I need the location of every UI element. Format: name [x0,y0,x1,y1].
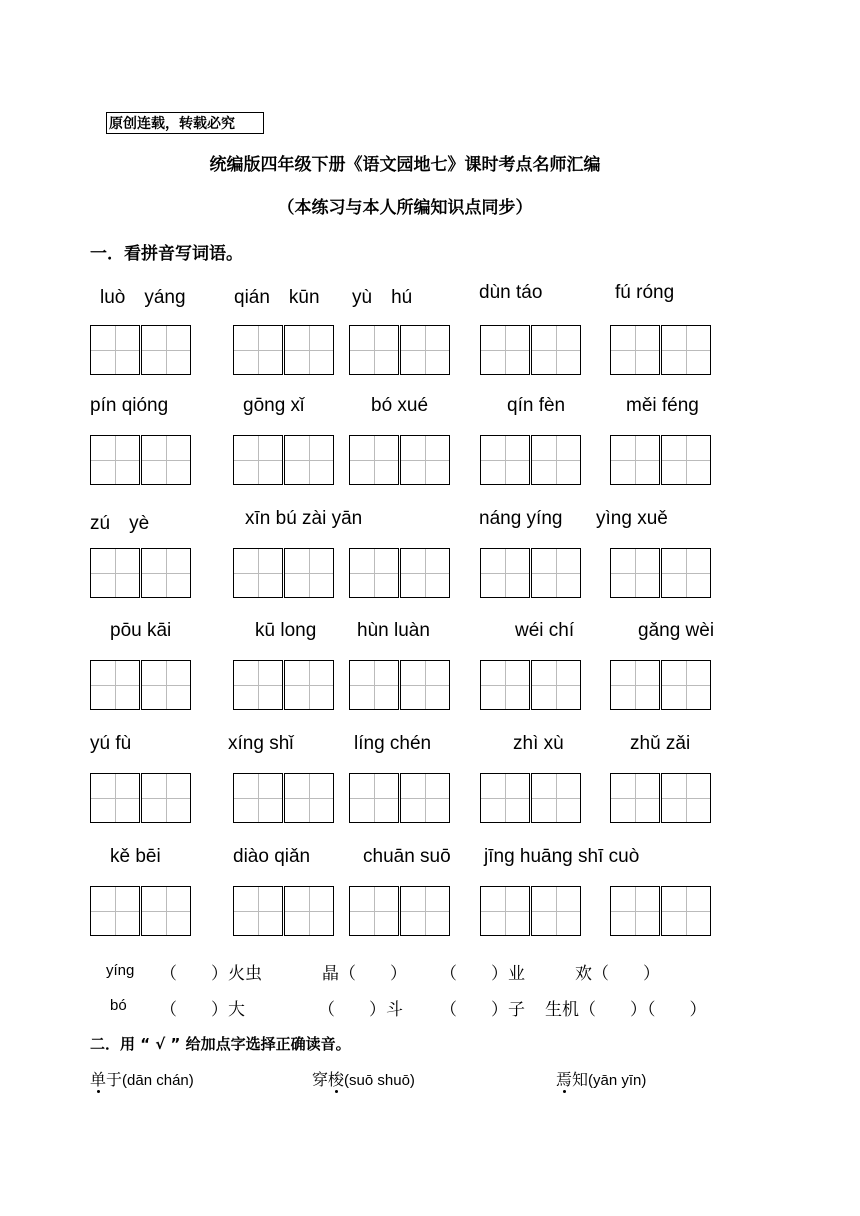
writing-box[interactable] [661,435,711,485]
writing-box[interactable] [349,886,399,936]
reading-choice [90,1067,194,1090]
ying-item: （ ）火虫 [160,964,262,984]
writing-box[interactable] [233,660,283,710]
pinyin-label: měi féng [626,395,699,416]
writing-box[interactable] [400,548,450,598]
writing-box[interactable] [531,773,581,823]
pinyin-label: pín qióng [90,395,169,416]
writing-box[interactable] [531,435,581,485]
writing-box[interactable] [531,548,581,598]
ying-item: 欢（ ） [575,964,660,984]
writing-box[interactable] [480,660,530,710]
writing-box[interactable] [284,325,334,375]
writing-box[interactable] [400,435,450,485]
pinyin-label: gōng xǐ [243,395,305,416]
writing-box[interactable] [400,660,450,710]
writing-box[interactable] [531,325,581,375]
bo-label: bó [110,997,127,1014]
writing-box[interactable] [141,886,191,936]
writing-box[interactable] [284,886,334,936]
pinyin-label: zhì xù [513,733,564,754]
pinyin-label: qián kūn [234,287,320,308]
page-title: 统编版四年级下册《语文园地七》课时考点名师汇编 [209,155,601,175]
dotted-char: 梭 [328,1070,345,1089]
ying-item: （ ）业 [440,964,525,984]
writing-box[interactable] [141,773,191,823]
writing-box[interactable] [90,548,140,598]
dotted-char: 单 [90,1070,107,1089]
ying-item: 晶（ ） [322,964,407,984]
writing-box[interactable] [531,886,581,936]
writing-box[interactable] [233,548,283,598]
writing-box[interactable] [400,773,450,823]
bo-item: （ ）斗 [318,1000,403,1020]
pinyin-label: zhǔ zǎi [630,733,691,754]
word-post: 于 [106,1070,123,1089]
writing-box[interactable] [349,435,399,485]
writing-box[interactable] [90,660,140,710]
page-subtitle: （本练习与本人所编知识点同步） [277,198,533,218]
pinyin-label: yìng xuě [596,508,668,529]
reading-choice [312,1067,415,1090]
writing-box[interactable] [349,325,399,375]
pinyin-label: fú róng [615,282,675,303]
writing-box[interactable] [661,660,711,710]
writing-box[interactable] [141,660,191,710]
writing-box[interactable] [233,325,283,375]
writing-box[interactable] [610,435,660,485]
pinyin-label: kě bēi [110,846,161,867]
writing-box[interactable] [661,886,711,936]
writing-box[interactable] [400,886,450,936]
pinyin-label: jīng huāng shī cuò [484,846,640,867]
pinyin-label: chuān suō [363,846,451,867]
writing-box[interactable] [90,773,140,823]
pinyin-label: wéi chí [515,620,575,641]
bo-item: （ ）子 [440,1000,525,1020]
writing-box[interactable] [400,325,450,375]
writing-box[interactable] [610,548,660,598]
bo-item: （ ）大 [160,1000,245,1020]
writing-box[interactable] [233,773,283,823]
ying-label: yíng [106,962,135,979]
writing-box[interactable] [531,660,581,710]
pinyin-label: náng yíng [479,508,563,529]
writing-box[interactable] [661,773,711,823]
writing-box[interactable] [141,435,191,485]
writing-box[interactable] [349,660,399,710]
pinyin-label: dùn táo [479,282,543,303]
reading-options[interactable]: (yān yīn) [588,1072,647,1089]
writing-box[interactable] [233,435,283,485]
writing-box[interactable] [480,325,530,375]
pinyin-label: yú fù [90,733,132,754]
reading-choice [556,1067,646,1090]
writing-box[interactable] [284,773,334,823]
pinyin-label: hùn luàn [357,620,430,641]
writing-box[interactable] [90,886,140,936]
writing-box[interactable] [610,886,660,936]
writing-box[interactable] [661,325,711,375]
word-pre: 穿 [312,1070,329,1089]
writing-box[interactable] [90,325,140,375]
pinyin-label: xíng shǐ [228,733,294,754]
pinyin-label: qín fèn [507,395,566,416]
section-1-heading: 一．看拼音写词语。 [90,244,243,264]
pinyin-label: gǎng wèi [638,620,715,641]
writing-box[interactable] [141,548,191,598]
pinyin-label: zú yè [90,513,150,534]
reading-options[interactable]: (suō shuō) [344,1072,415,1089]
writing-box[interactable] [480,435,530,485]
writing-box[interactable] [480,773,530,823]
dotted-char: 焉 [556,1070,573,1089]
writing-box[interactable] [284,660,334,710]
word-post: 知 [572,1070,589,1089]
writing-box[interactable] [349,773,399,823]
writing-box[interactable] [90,435,140,485]
pinyin-label: kū long [255,620,317,641]
writing-box[interactable] [610,660,660,710]
writing-box[interactable] [480,886,530,936]
writing-box[interactable] [661,548,711,598]
pinyin-label: yù hú [352,287,413,308]
writing-box[interactable] [284,435,334,485]
pinyin-label: pōu kāi [110,620,172,641]
writing-box[interactable] [610,325,660,375]
section-2-heading: 二．用 “ √ ” 给加点字选择正确读音。 [90,1035,351,1053]
writing-box[interactable] [480,548,530,598]
pinyin-label: luò yáng [100,287,186,308]
copyright-badge: 原创连载，转载必究 [106,112,264,134]
pinyin-label: bó xué [371,395,429,416]
writing-box[interactable] [233,886,283,936]
pinyin-label: xīn bú zài yān [245,508,363,529]
bo-item: 生机（ ）（ ） [545,1000,707,1020]
writing-box[interactable] [141,325,191,375]
pinyin-label: líng chén [354,733,432,754]
writing-box[interactable] [610,773,660,823]
pinyin-label: diào qiǎn [233,846,311,867]
reading-options[interactable]: (dān chán) [122,1072,194,1089]
writing-box[interactable] [284,548,334,598]
writing-box[interactable] [349,548,399,598]
